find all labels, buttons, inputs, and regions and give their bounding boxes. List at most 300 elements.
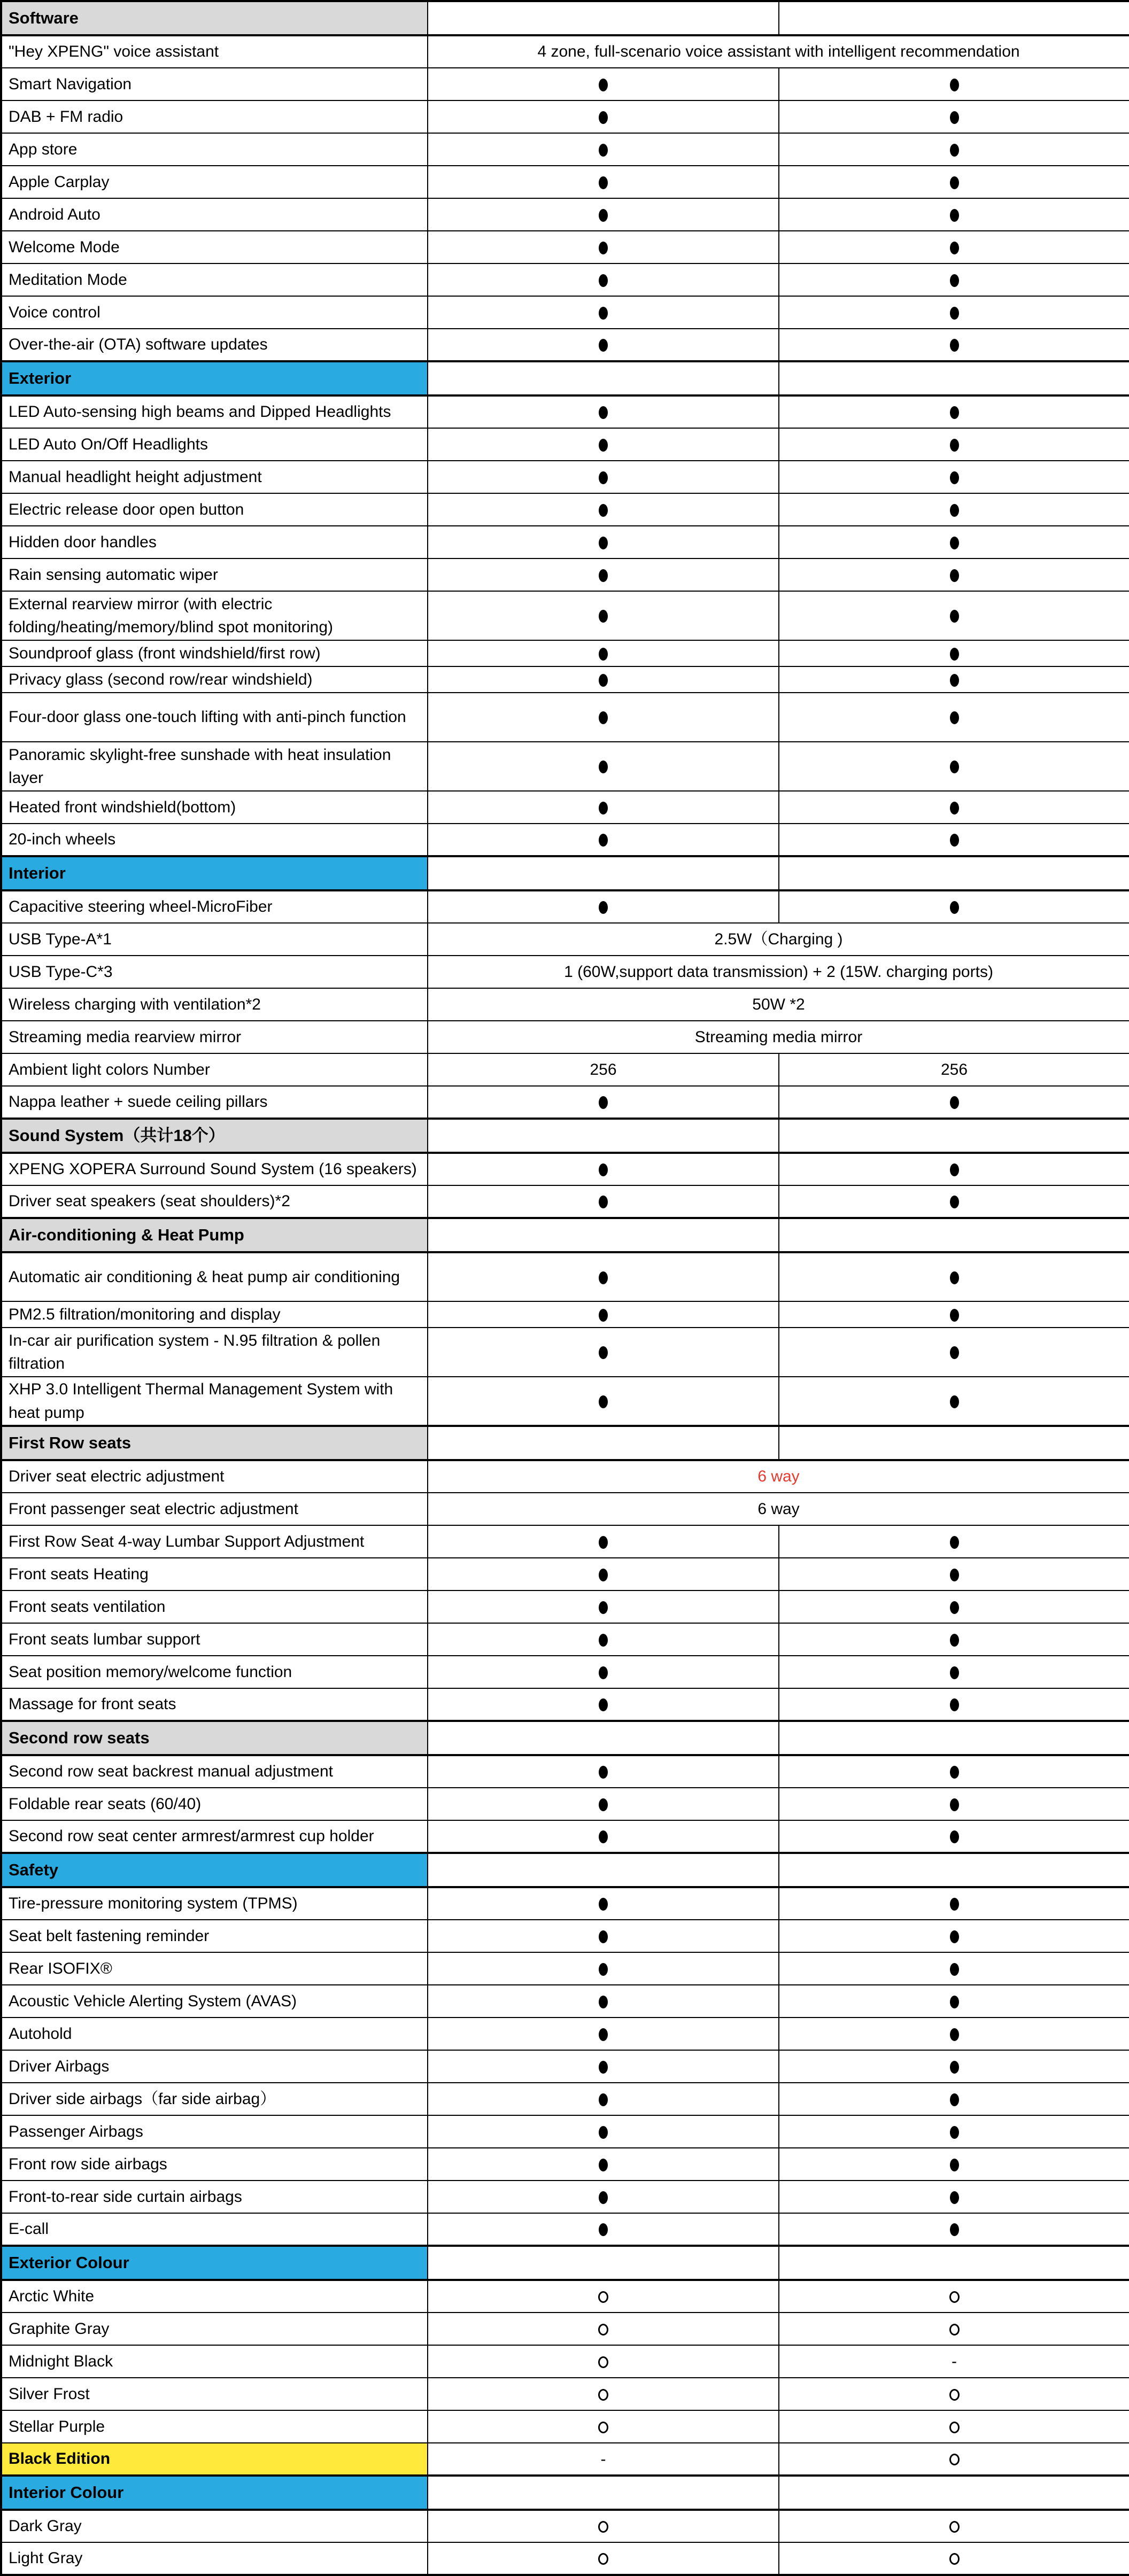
hollow-circle-mark: [949, 2291, 960, 2303]
section-header-row: [1, 1, 1129, 35]
availability-cell: [779, 1820, 1129, 1853]
availability-cell: [779, 2443, 1129, 2476]
table-row: [1, 591, 1129, 640]
feature-label: Front row side airbags: [1, 2148, 428, 2181]
feature-label: Rear ISOFIX®: [1, 1952, 428, 1985]
section-header-row: [1, 1721, 1129, 1755]
filled-dot-mark: [950, 610, 959, 623]
availability-cell: [779, 1185, 1129, 1218]
filled-dot-mark: [599, 307, 608, 320]
availability-cell: [779, 2083, 1129, 2115]
filled-dot-mark: [950, 834, 959, 847]
filled-dot-mark: [599, 1798, 608, 1811]
availability-cell: [779, 263, 1129, 296]
availability-cell: [428, 2542, 779, 2575]
empty-cell: [428, 2476, 779, 2510]
availability-cell: [428, 1301, 779, 1328]
table-row: [1, 263, 1129, 296]
hollow-circle-mark: [598, 2356, 608, 2368]
table-row: [1, 1952, 1129, 1985]
feature-label: Manual headlight height adjustment: [1, 461, 428, 493]
availability-cell: [428, 2313, 779, 2345]
table-row: [1, 2510, 1129, 2542]
availability-cell: [428, 1053, 779, 1086]
availability-cell: [428, 231, 779, 263]
availability-cell: [428, 1755, 779, 1788]
availability-cell: [779, 742, 1129, 791]
filled-dot-mark: [950, 2126, 959, 2139]
table-row: [1, 1985, 1129, 2018]
empty-cell: [428, 1, 779, 35]
availability-cell: [779, 2410, 1129, 2443]
table-row: [1, 791, 1129, 824]
table-row: [1, 1820, 1129, 1853]
feature-label: Four-door glass one-touch lifting with anti-pinch function: [1, 693, 428, 742]
hollow-circle-mark: [598, 2389, 608, 2401]
availability-cell: [428, 791, 779, 824]
feature-label: Seat position memory/welcome function: [1, 1656, 428, 1688]
filled-dot-mark: [950, 569, 959, 582]
table-row: [1, 1688, 1129, 1721]
feature-label: Second row seat backrest manual adjustment: [1, 1755, 428, 1788]
availability-cell: [428, 2345, 779, 2378]
hollow-circle-mark: [949, 2521, 960, 2533]
filled-dot-mark: [599, 711, 608, 724]
table-row: [1, 956, 1129, 988]
table-row: [1, 2083, 1129, 2115]
feature-label: Tire-pressure monitoring system (TPMS): [1, 1887, 428, 1920]
availability-cell: [428, 2148, 779, 2181]
table-row: [1, 890, 1129, 923]
merged-value-cell: 2.5W（Charging ): [428, 923, 1129, 956]
filled-dot-mark: [599, 176, 608, 189]
table-row: [1, 1590, 1129, 1623]
hollow-circle-mark: [949, 2389, 960, 2401]
availability-cell: [779, 693, 1129, 742]
filled-dot-mark: [950, 2061, 959, 2074]
filled-dot-mark: [599, 339, 608, 352]
value-text: 256: [590, 1061, 617, 1079]
feature-label: Black Edition: [1, 2443, 428, 2476]
table-row: [1, 2378, 1129, 2410]
filled-dot-mark: [599, 1930, 608, 1943]
availability-cell: [428, 395, 779, 428]
feature-label: Meditation Mode: [1, 263, 428, 296]
availability-cell: [428, 1623, 779, 1656]
empty-cell: [779, 1, 1129, 35]
filled-dot-mark: [599, 2126, 608, 2139]
filled-dot-mark: [950, 1698, 959, 1711]
feature-label: Foldable rear seats (60/40): [1, 1788, 428, 1820]
filled-dot-mark: [599, 209, 608, 222]
section-title: First Row seats: [1, 1426, 428, 1460]
availability-cell: [428, 100, 779, 133]
empty-cell: [779, 1426, 1129, 1460]
availability-cell: [779, 890, 1129, 923]
table-row: [1, 742, 1129, 791]
availability-cell: [779, 1328, 1129, 1377]
table-row: [1, 640, 1129, 666]
feature-label: LED Auto-sensing high beams and Dipped Headlights: [1, 395, 428, 428]
filled-dot-mark: [599, 144, 608, 157]
filled-dot-mark: [950, 1346, 959, 1359]
filled-dot-mark: [599, 2191, 608, 2204]
feature-label: Nappa leather + suede ceiling pillars: [1, 1086, 428, 1119]
availability-cell: [779, 1788, 1129, 1820]
filled-dot-mark: [599, 1666, 608, 1679]
table-row: [1, 1788, 1129, 1820]
feature-label: DAB + FM radio: [1, 100, 428, 133]
merged-value-cell: Streaming media mirror: [428, 1021, 1129, 1053]
feature-label: "Hey XPENG" voice assistant: [1, 35, 428, 68]
filled-dot-mark: [950, 648, 959, 661]
feature-label: Midnight Black: [1, 2345, 428, 2378]
feature-label: Light Gray: [1, 2542, 428, 2575]
availability-cell: [779, 1252, 1129, 1301]
section-header-row: [1, 2246, 1129, 2280]
availability-cell: [428, 2181, 779, 2213]
table-row: [1, 2148, 1129, 2181]
availability-cell: [779, 2313, 1129, 2345]
availability-cell: [428, 824, 779, 856]
availability-cell: [779, 1590, 1129, 1623]
filled-dot-mark: [599, 834, 608, 847]
availability-cell: [779, 2378, 1129, 2410]
filled-dot-mark: [599, 1309, 608, 1322]
filled-dot-mark: [599, 761, 608, 773]
filled-dot-mark: [599, 1536, 608, 1549]
availability-cell: [428, 1920, 779, 1952]
availability-cell: [428, 1377, 779, 1426]
merged-value-cell: 6 way: [428, 1460, 1129, 1493]
filled-dot-mark: [599, 1346, 608, 1359]
table-row: [1, 2410, 1129, 2443]
availability-cell: [779, 1887, 1129, 1920]
feature-label: Streaming media rearview mirror: [1, 1021, 428, 1053]
availability-cell: [779, 1053, 1129, 1086]
feature-label: Voice control: [1, 296, 428, 329]
dash-mark: -: [952, 2353, 957, 2371]
filled-dot-mark: [950, 1798, 959, 1811]
table-row: [1, 824, 1129, 856]
availability-cell: [779, 1656, 1129, 1688]
filled-dot-mark: [599, 1196, 608, 1208]
availability-cell: [428, 2443, 779, 2476]
table-row: [1, 68, 1129, 100]
table-row: [1, 461, 1129, 493]
availability-cell: [779, 1525, 1129, 1558]
filled-dot-mark: [950, 1996, 959, 2008]
availability-cell: [779, 591, 1129, 640]
availability-cell: [779, 296, 1129, 329]
feature-label: Capacitive steering wheel-MicroFiber: [1, 890, 428, 923]
filled-dot-mark: [599, 1634, 608, 1647]
empty-cell: [428, 1853, 779, 1887]
feature-label: Electric release door open button: [1, 493, 428, 526]
availability-cell: [779, 1558, 1129, 1590]
table-row: [1, 428, 1129, 461]
table-row: [1, 1493, 1129, 1525]
availability-cell: [779, 1623, 1129, 1656]
availability-cell: [779, 493, 1129, 526]
feature-label: Second row seat center armrest/armrest cup holder: [1, 1820, 428, 1853]
table-row: [1, 1623, 1129, 1656]
feature-label: Over-the-air (OTA) software updates: [1, 329, 428, 361]
feature-label: Hidden door handles: [1, 526, 428, 558]
feature-label: Front passenger seat electric adjustment: [1, 1493, 428, 1525]
hollow-circle-mark: [949, 2324, 960, 2336]
filled-dot-mark: [950, 901, 959, 914]
availability-cell: [779, 231, 1129, 263]
availability-cell: [779, 2115, 1129, 2148]
availability-cell: [779, 2018, 1129, 2050]
filled-dot-mark: [950, 537, 959, 549]
feature-label: Front seats Heating: [1, 1558, 428, 1590]
availability-cell: [428, 742, 779, 791]
table-row: [1, 100, 1129, 133]
filled-dot-mark: [950, 339, 959, 352]
empty-cell: [428, 1721, 779, 1755]
availability-cell: [428, 493, 779, 526]
empty-cell: [779, 1721, 1129, 1755]
table-row: [1, 2115, 1129, 2148]
filled-dot-mark: [599, 111, 608, 124]
table-row: [1, 231, 1129, 263]
filled-dot-mark: [950, 1096, 959, 1109]
filled-dot-mark: [950, 2028, 959, 2041]
filled-dot-mark: [599, 901, 608, 914]
table-row: [1, 1558, 1129, 1590]
filled-dot-mark: [599, 1601, 608, 1614]
feature-label: USB Type-C*3: [1, 956, 428, 988]
availability-cell: [428, 1656, 779, 1688]
filled-dot-mark: [950, 802, 959, 814]
feature-label: Rain sensing automatic wiper: [1, 558, 428, 591]
feature-label: Silver Frost: [1, 2378, 428, 2410]
availability-cell: [779, 824, 1129, 856]
feature-label: Dark Gray: [1, 2510, 428, 2542]
table-row: [1, 296, 1129, 329]
empty-cell: [428, 856, 779, 890]
availability-cell: [428, 591, 779, 640]
section-header-row: [1, 1119, 1129, 1153]
availability-cell: [428, 693, 779, 742]
filled-dot-mark: [599, 1698, 608, 1711]
hollow-circle-mark: [598, 2521, 608, 2533]
availability-cell: [428, 166, 779, 198]
table-row: [1, 1377, 1129, 1426]
empty-cell: [779, 856, 1129, 890]
feature-label: Massage for front seats: [1, 1688, 428, 1721]
table-row: [1, 1460, 1129, 1493]
availability-cell: [428, 1252, 779, 1301]
feature-label: Graphite Gray: [1, 2313, 428, 2345]
filled-dot-mark: [950, 406, 959, 419]
merged-value-cell: 50W *2: [428, 988, 1129, 1021]
section-title: Exterior Colour: [1, 2246, 428, 2280]
feature-label: Front-to-rear side curtain airbags: [1, 2181, 428, 2213]
table-row: [1, 133, 1129, 166]
filled-dot-mark: [599, 674, 608, 687]
feature-label: In-car air purification system - N.95 filtration & pollen filtration: [1, 1328, 428, 1377]
filled-dot-mark: [599, 406, 608, 419]
table-row: [1, 2280, 1129, 2313]
feature-label: Arctic White: [1, 2280, 428, 2313]
availability-cell: [428, 2050, 779, 2083]
filled-dot-mark: [599, 2061, 608, 2074]
availability-cell: [779, 666, 1129, 693]
filled-dot-mark: [950, 761, 959, 773]
filled-dot-mark: [950, 1536, 959, 1549]
filled-dot-mark: [950, 111, 959, 124]
feature-label: Welcome Mode: [1, 231, 428, 263]
filled-dot-mark: [599, 1996, 608, 2008]
empty-cell: [779, 1119, 1129, 1153]
availability-cell: [428, 1887, 779, 1920]
merged-value-cell: 6 way: [428, 1493, 1129, 1525]
filled-dot-mark: [950, 144, 959, 157]
availability-cell: [779, 329, 1129, 361]
filled-dot-mark: [599, 274, 608, 287]
table-row: [1, 1153, 1129, 1185]
availability-cell: [428, 1153, 779, 1185]
filled-dot-mark: [950, 1963, 959, 1976]
filled-dot-mark: [599, 648, 608, 661]
feature-label: Stellar Purple: [1, 2410, 428, 2443]
table-row: [1, 666, 1129, 693]
filled-dot-mark: [950, 439, 959, 452]
table-row: [1, 198, 1129, 231]
hollow-circle-mark: [598, 2291, 608, 2303]
availability-cell: [779, 1755, 1129, 1788]
table-row: [1, 1656, 1129, 1688]
feature-label: Smart Navigation: [1, 68, 428, 100]
section-title: Sound System（共计18个）: [1, 1119, 428, 1153]
dash-mark: -: [600, 2450, 606, 2468]
filled-dot-mark: [950, 209, 959, 222]
filled-dot-mark: [950, 1930, 959, 1943]
filled-dot-mark: [599, 439, 608, 452]
empty-cell: [779, 1218, 1129, 1252]
availability-cell: [428, 461, 779, 493]
feature-label: Passenger Airbags: [1, 2115, 428, 2148]
feature-label: Driver seat electric adjustment: [1, 1460, 428, 1493]
availability-cell: [779, 1377, 1129, 1426]
section-header-row: [1, 2476, 1129, 2510]
table-row: [1, 2181, 1129, 2213]
feature-label: USB Type-A*1: [1, 923, 428, 956]
availability-cell: [779, 68, 1129, 100]
table-row: [1, 1252, 1129, 1301]
filled-dot-mark: [599, 2223, 608, 2236]
availability-cell: [779, 2213, 1129, 2246]
feature-label: Automatic air conditioning & heat pump air conditioning: [1, 1252, 428, 1301]
section-title: Air-conditioning & Heat Pump: [1, 1218, 428, 1252]
filled-dot-mark: [950, 2223, 959, 2236]
filled-dot-mark: [599, 471, 608, 484]
table-row: [1, 1525, 1129, 1558]
filled-dot-mark: [950, 307, 959, 320]
spec-table-body: [1, 1, 1129, 2575]
availability-cell: [428, 2510, 779, 2542]
filled-dot-mark: [950, 1766, 959, 1779]
availability-cell: [428, 296, 779, 329]
feature-label: First Row Seat 4-way Lumbar Support Adjustment: [1, 1525, 428, 1558]
feature-label: 20-inch wheels: [1, 824, 428, 856]
filled-dot-mark: [950, 176, 959, 189]
filled-dot-mark: [950, 1309, 959, 1322]
table-row: [1, 2345, 1129, 2378]
availability-cell: [779, 1153, 1129, 1185]
availability-cell: [779, 2542, 1129, 2575]
availability-cell: [779, 133, 1129, 166]
availability-cell: [779, 640, 1129, 666]
section-header-row: [1, 856, 1129, 890]
availability-cell: [779, 1985, 1129, 2018]
filled-dot-mark: [599, 1830, 608, 1843]
filled-dot-mark: [950, 2093, 959, 2106]
feature-label: Android Auto: [1, 198, 428, 231]
table-row: [1, 493, 1129, 526]
availability-cell: [428, 2213, 779, 2246]
feature-label: XHP 3.0 Intelligent Thermal Management System with heat pump: [1, 1377, 428, 1426]
feature-label: External rearview mirror (with electric folding/heating/memory/blind spot monitoring): [1, 591, 428, 640]
feature-label: Seat belt fastening reminder: [1, 1920, 428, 1952]
table-row: [1, 2542, 1129, 2575]
filled-dot-mark: [599, 504, 608, 517]
availability-cell: [428, 890, 779, 923]
hollow-circle-mark: [598, 2324, 608, 2336]
table-row: [1, 35, 1129, 68]
availability-cell: [428, 1820, 779, 1853]
filled-dot-mark: [950, 1271, 959, 1284]
availability-cell: [779, 2050, 1129, 2083]
section-title: Interior Colour: [1, 2476, 428, 2510]
table-row: [1, 1328, 1129, 1377]
availability-cell: [428, 1086, 779, 1119]
table-row: [1, 1920, 1129, 1952]
availability-cell: [428, 2018, 779, 2050]
filled-dot-mark: [950, 242, 959, 254]
empty-cell: [779, 1853, 1129, 1887]
availability-cell: [779, 198, 1129, 231]
filled-dot-mark: [950, 1601, 959, 1614]
filled-dot-mark: [599, 1163, 608, 1176]
availability-cell: [428, 1688, 779, 1721]
filled-dot-mark: [599, 242, 608, 254]
filled-dot-mark: [950, 711, 959, 724]
availability-cell: [779, 2148, 1129, 2181]
filled-dot-mark: [599, 1569, 608, 1581]
availability-cell: [779, 558, 1129, 591]
section-header-row: [1, 1218, 1129, 1252]
table-row: [1, 329, 1129, 361]
filled-dot-mark: [599, 2028, 608, 2041]
empty-cell: [428, 2246, 779, 2280]
feature-label: Autohold: [1, 2018, 428, 2050]
availability-cell: [779, 2345, 1129, 2378]
table-row: [1, 693, 1129, 742]
availability-cell: [428, 2410, 779, 2443]
availability-cell: [779, 2181, 1129, 2213]
feature-label: Wireless charging with ventilation*2: [1, 988, 428, 1021]
feature-label: Soundproof glass (front windshield/first row): [1, 640, 428, 666]
table-row: [1, 2050, 1129, 2083]
feature-label: App store: [1, 133, 428, 166]
empty-cell: [428, 1426, 779, 1460]
availability-cell: [428, 263, 779, 296]
feature-label: Front seats lumbar support: [1, 1623, 428, 1656]
